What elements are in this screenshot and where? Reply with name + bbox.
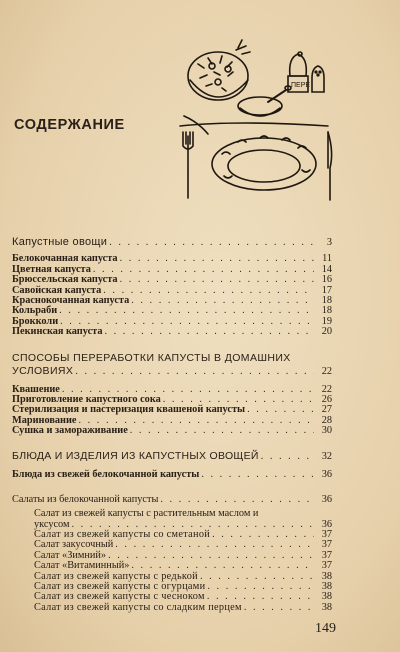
toc-section-heading-line1[interactable]: СПОСОБЫ ПЕРЕРАБОТКИ КАПУСТЫ В ДОМАШНИХ	[12, 351, 291, 364]
toc-page: 22	[321, 383, 332, 395]
toc-page: 28	[321, 414, 332, 426]
toc-entry[interactable]	[12, 306, 332, 316]
toc-page: 38	[321, 570, 332, 582]
leader-dots	[120, 254, 314, 264]
toc-label: Салат «Витаминный»	[34, 560, 130, 572]
toc-page: 27	[321, 404, 332, 416]
toc-entry-wrapped-line1[interactable]: Салат из свежей капусты с растительным маслом и	[34, 508, 259, 520]
toc-page: 22	[321, 365, 332, 377]
toc-entry[interactable]	[12, 275, 332, 285]
toc-label: Цветная капуста	[12, 263, 91, 275]
toc-label: Блюда из свежей белокочанной капусты	[12, 469, 200, 481]
toc-label: Салат из свежей капусты со сметаной	[34, 529, 211, 541]
toc-label: Салат «Зимний»	[34, 549, 107, 561]
toc-label: БЛЮДА И ИЗДЕЛИЯ ИЗ КАПУСТНЫХ ОВОЩЕЙ	[12, 450, 259, 463]
toc-page: 26	[321, 393, 332, 405]
leader-dots	[247, 405, 314, 415]
toc-label: Брокколи	[12, 315, 59, 327]
toc-label: УСЛОВИЯХ	[12, 364, 74, 377]
toc-label: Квашение	[12, 383, 60, 395]
toc-page: 17	[321, 284, 332, 296]
toc-page: 37	[321, 549, 332, 561]
leader-dots	[120, 275, 314, 285]
toc-label: Белокочанная капуста	[12, 253, 118, 265]
leader-dots	[93, 265, 314, 275]
leader-dots	[104, 327, 314, 337]
toc-entry[interactable]	[12, 426, 332, 436]
toc-label: Пекинская капуста	[12, 326, 103, 338]
toc-page: 18	[321, 294, 332, 306]
toc-page: 32	[321, 451, 332, 463]
toc-page: 14	[321, 263, 332, 275]
toc-page: 38	[321, 591, 332, 603]
toc-page: 19	[321, 315, 332, 327]
toc-label: Краснокочанная капуста	[12, 294, 130, 306]
leader-dots	[59, 306, 314, 316]
leader-dots	[115, 540, 314, 550]
toc-page: 36	[321, 493, 332, 505]
leader-dots	[244, 603, 314, 613]
table-setting-illustration	[178, 36, 338, 206]
toc-section-heading[interactable]	[12, 365, 332, 378]
toc-page: 38	[321, 581, 332, 592]
leader-dots	[160, 495, 314, 505]
toc-label: Салат закусочный	[34, 539, 114, 551]
toc-label: Салат из свежей капусты с чесноком	[34, 591, 205, 603]
leader-dots	[131, 296, 314, 306]
leader-dots	[200, 572, 314, 582]
toc-label: уксусом	[34, 518, 70, 530]
toc-label: Салат из свежей капусты с редькой	[34, 570, 198, 582]
toc-label: Сушка и замораживание	[12, 425, 128, 437]
toc-section-heading[interactable]	[12, 450, 332, 463]
leader-dots	[201, 470, 314, 480]
leader-dots	[212, 530, 314, 540]
toc-page: 36	[321, 518, 332, 530]
toc-page: 3	[326, 237, 332, 248]
toc-label: Капустные овощи	[12, 236, 108, 248]
toc-page: 18	[321, 305, 332, 317]
leader-dots	[130, 426, 314, 436]
leader-dots	[75, 365, 314, 378]
leader-dots	[108, 551, 314, 561]
toc-label: Салат из свежей капусты с огурцами	[34, 581, 206, 592]
toc-label: Стерилизация и пастеризация квашеной капусты	[12, 404, 246, 416]
leader-dots	[207, 582, 314, 592]
toc-label: Салат из свежей капусты со сладким перцем	[34, 601, 242, 613]
leader-dots	[261, 450, 314, 463]
toc-entry[interactable]	[12, 327, 332, 337]
table-of-contents	[12, 237, 332, 613]
toc-page: 36	[321, 469, 332, 481]
toc-label: Салаты из белокочанной капусты	[12, 493, 159, 505]
toc-page: 11	[322, 253, 332, 265]
toc-section-heading[interactable]	[12, 237, 332, 247]
toc-page: 20	[321, 326, 332, 338]
toc-entry[interactable]	[12, 296, 332, 306]
toc-page: 37	[321, 539, 332, 551]
toc-subheading[interactable]	[12, 470, 332, 480]
svg-text:ПЕРЕ: ПЕРЕ	[291, 82, 311, 89]
toc-label: Савойская капуста	[12, 284, 102, 296]
toc-group[interactable]	[12, 495, 332, 505]
toc-page: 37	[321, 529, 332, 541]
toc-page: 30	[321, 425, 332, 437]
leader-dots	[109, 238, 314, 248]
toc-page: 16	[321, 274, 332, 286]
toc-page: 37	[321, 560, 332, 572]
toc-label: Приготовление капустного сока	[12, 393, 161, 405]
toc-page: 38	[321, 601, 332, 613]
toc-entry[interactable]	[12, 603, 332, 613]
page-number: 149	[315, 621, 336, 636]
toc-label: Кольраби	[12, 305, 58, 317]
leader-dots	[103, 286, 314, 296]
contents-title: СОДЕРЖАНИЕ	[14, 117, 125, 133]
toc-label: Маринование	[12, 414, 77, 426]
toc-label: Брюссельская капуста	[12, 274, 118, 286]
